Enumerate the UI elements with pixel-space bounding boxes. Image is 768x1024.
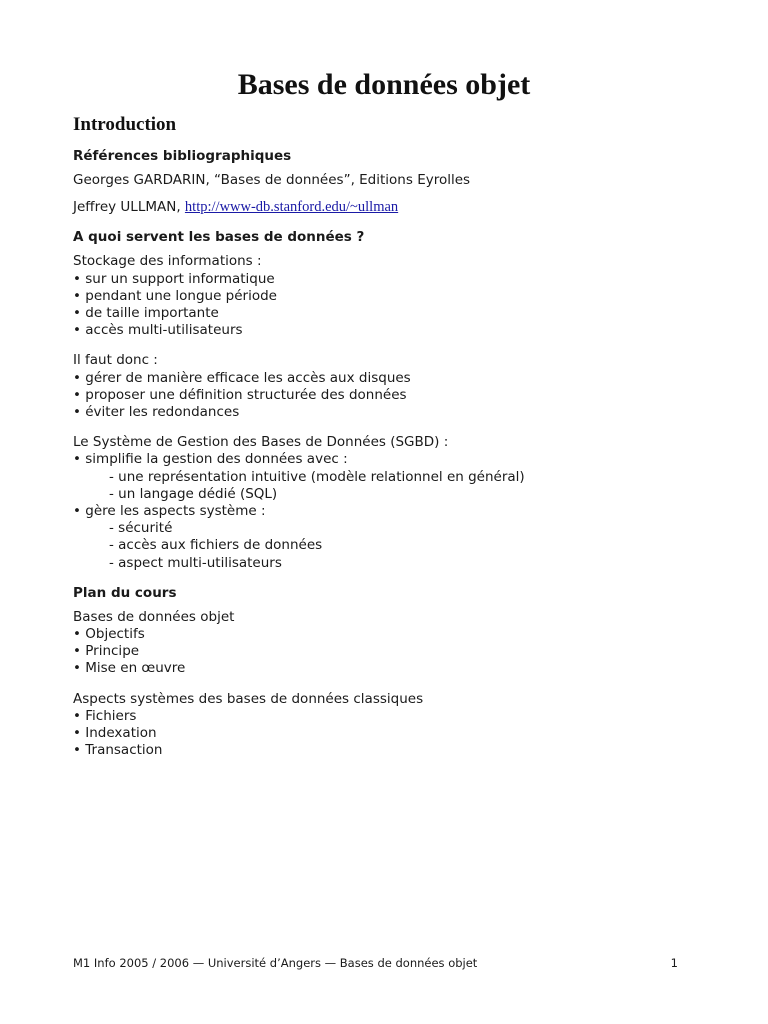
section-heading-introduction: Introduction: [73, 114, 177, 135]
reference-ullman: [73, 199, 713, 216]
list-item: • Fichiers: [73, 707, 137, 724]
list-item: • sur un support informatique: [73, 270, 275, 287]
list-item: • gère les aspects système :: [73, 503, 266, 520]
list-item: • gérer de manière efficace les accès aux disques: [73, 369, 411, 386]
purpose-heading: A quoi servent les bases de données ?: [73, 229, 365, 246]
needs-intro: Il faut donc :: [73, 352, 158, 369]
plan-heading: Plan du cours: [73, 584, 177, 601]
list-item: • Indexation: [73, 725, 157, 742]
reference-ullman-text: Jeffrey ULLMAN,: [73, 199, 185, 216]
list-item: • Mise en œuvre: [73, 660, 186, 677]
list-item: • simplifie la gestion des données avec :: [73, 451, 348, 468]
storage-intro: Stockage des informations :: [73, 253, 262, 270]
document-body: [73, 148, 713, 759]
list-item: • Principe: [73, 643, 140, 660]
list-item: • pendant une longue période: [73, 287, 277, 304]
sub-list-item: - une représentation intuitive (modèle relationnel en général): [109, 468, 525, 485]
sub-list-item: - un langage dédié (SQL): [109, 485, 278, 502]
plan-part1-intro: Bases de données objet: [73, 608, 235, 625]
sub-list-item: - aspect multi-utilisateurs: [109, 554, 282, 571]
list-item: • éviter les redondances: [73, 404, 240, 421]
sgbd-intro: Le Système de Gestion des Bases de Données (SGBD) :: [73, 434, 449, 451]
page-footer: [73, 956, 678, 971]
footer-text: M1 Info 2005 / 2006 — Université d’Angers — Bases de données objet: [73, 956, 478, 970]
list-item: • accès multi-utilisateurs: [73, 322, 243, 339]
page-number: 1: [670, 956, 678, 970]
list-item: • Transaction: [73, 742, 163, 759]
list-item: • proposer une définition structurée des données: [73, 386, 407, 403]
list-item: • Objectifs: [73, 626, 145, 643]
sub-list-item: - accès aux fichiers de données: [109, 537, 323, 554]
references-heading: Références bibliographiques: [73, 148, 292, 164]
reference-gardarin: Georges GARDARIN, “Bases de données”, Editions Eyrolles: [73, 172, 471, 188]
page-title: Bases de données objet: [237, 68, 531, 101]
sub-list-item: - sécurité: [109, 520, 173, 537]
plan-part2-intro: Aspects systèmes des bases de données classiques: [73, 690, 424, 707]
ullman-link[interactable]: http://www-db.stanford.edu/~ullman: [184, 199, 399, 216]
list-item: • de taille importante: [73, 305, 219, 322]
